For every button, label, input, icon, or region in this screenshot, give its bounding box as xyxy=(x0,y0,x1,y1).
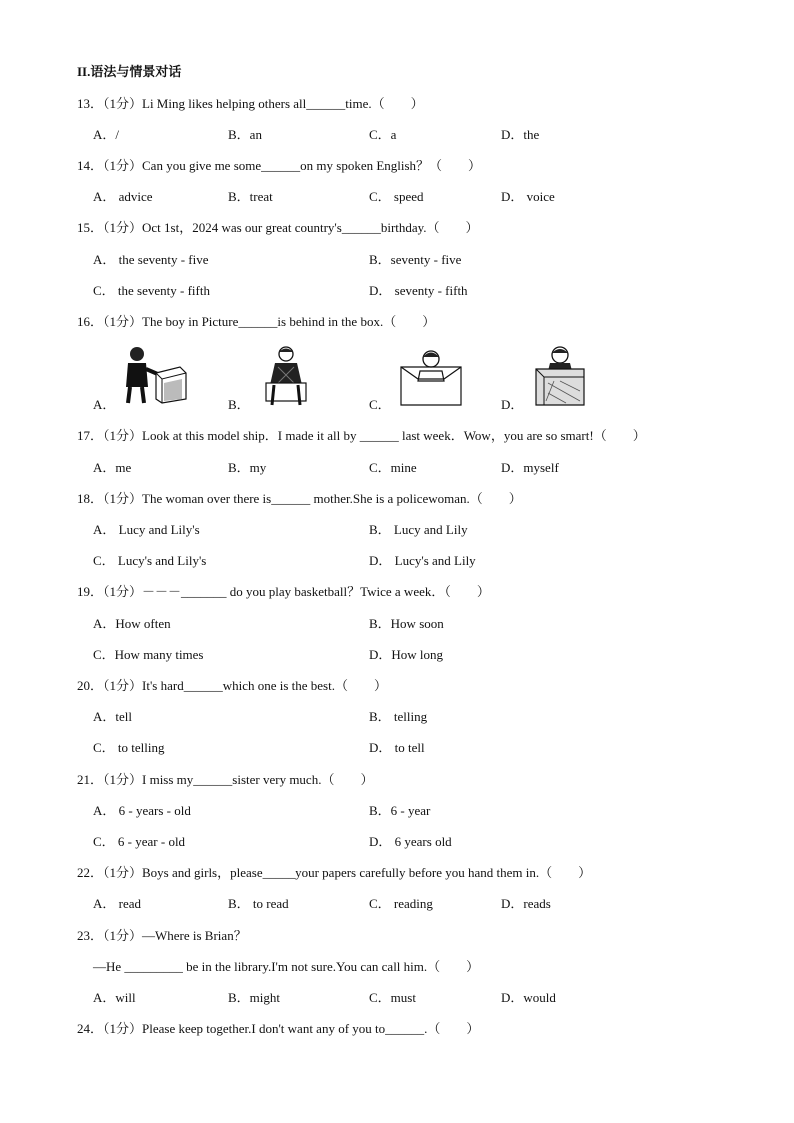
q18-option-b[interactable]: B． Lucy and Lily xyxy=(369,522,468,537)
q14-option-b[interactable]: B．treat xyxy=(228,189,273,204)
q13-option-d[interactable]: D．the xyxy=(501,127,540,142)
question-23-stem: 23．（1分）—Where is Brian？ xyxy=(77,928,247,943)
q21-option-a[interactable]: A． 6 - years - old xyxy=(93,803,191,818)
q14-option-a[interactable]: A． advice xyxy=(93,189,153,204)
q22-option-b[interactable]: B． to read xyxy=(228,896,289,911)
q16-option-a[interactable]: A． xyxy=(93,397,116,412)
picture-c-boy-in-box xyxy=(398,345,464,407)
q16-option-d[interactable]: D． xyxy=(501,397,524,412)
q13-option-b[interactable]: B．an xyxy=(228,127,262,142)
question-24-stem: 24．（1分）Please keep together.I don't want any of you to______.（ ） xyxy=(77,1021,480,1036)
question-22-stem: 22．（1分）Boys and girls，please_____your papers carefully before you hand them in.（ ） xyxy=(77,865,592,880)
section-title: II.语法与情景对话 xyxy=(77,64,182,79)
q18-option-d[interactable]: D． Lucy's and Lily xyxy=(369,553,476,568)
q17-option-d[interactable]: D．myself xyxy=(501,460,559,475)
q19-option-b[interactable]: B．How soon xyxy=(369,616,444,631)
q21-option-b[interactable]: B．6 - year xyxy=(369,803,431,818)
q15-option-a[interactable]: A． the seventy - five xyxy=(93,252,209,267)
q22-option-d[interactable]: D．reads xyxy=(501,896,551,911)
q19-option-a[interactable]: A．How often xyxy=(93,616,171,631)
q18-option-a[interactable]: A． Lucy and Lily's xyxy=(93,522,200,537)
q17-option-a[interactable]: A．me xyxy=(93,460,132,475)
question-16-stem: 16．（1分）The boy in Picture______is behind in the box.（ ） xyxy=(77,314,436,329)
question-17-stem: 17．（1分）Look at this model ship．I made it all by ______ last week．Wow，you are so smart!（ ） xyxy=(77,428,646,443)
question-18-stem: 18．（1分）The woman over there is______ mother.She is a policewoman.（ ） xyxy=(77,491,522,506)
question-19-stem: 19．（1分）－－－_______ do you play basketball？Twice a week．（ ） xyxy=(77,584,490,599)
q13-option-a[interactable]: A．/ xyxy=(93,127,120,142)
q15-option-d[interactable]: D． seventy - fifth xyxy=(369,283,468,298)
q17-option-b[interactable]: B．my xyxy=(228,460,267,475)
q21-option-c[interactable]: C． 6 - year - old xyxy=(93,834,186,849)
q19-option-c[interactable]: C．How many times xyxy=(93,647,204,662)
picture-a-boy-beside-box xyxy=(120,345,190,407)
q23-option-a[interactable]: A．will xyxy=(93,990,136,1005)
q19-option-d[interactable]: D．How long xyxy=(369,647,444,662)
picture-d-boy-behind-box xyxy=(530,345,590,407)
q20-option-c[interactable]: C． to telling xyxy=(93,740,165,755)
q23-option-c[interactable]: C．must xyxy=(369,990,416,1005)
q13-option-c[interactable]: C．a xyxy=(369,127,397,142)
q23-option-b[interactable]: B．might xyxy=(228,990,281,1005)
question-20-stem: 20．（1分）It's hard______which one is the best.（ ） xyxy=(77,678,387,693)
picture-b-boy-on-box xyxy=(258,345,314,407)
q16-option-b[interactable]: B． xyxy=(228,397,250,412)
q20-option-d[interactable]: D． to tell xyxy=(369,740,425,755)
question-23-stem-reply: —He _________ be in the library.I'm not sure.You can call him.（ ） xyxy=(93,959,480,974)
q22-option-a[interactable]: A． read xyxy=(93,896,142,911)
question-14-stem: 14．（1分）Can you give me some______on my spoken English？（ ） xyxy=(77,158,482,173)
q21-option-d[interactable]: D． 6 years old xyxy=(369,834,452,849)
q20-option-a[interactable]: A．tell xyxy=(93,709,132,724)
q15-option-b[interactable]: B．seventy - five xyxy=(369,252,462,267)
question-13-stem: 13．（1分）Li Ming likes helping others all______time.（ ） xyxy=(77,96,424,111)
q23-option-d[interactable]: D．would xyxy=(501,990,556,1005)
q20-option-b[interactable]: B． telling xyxy=(369,709,428,724)
question-21-stem: 21．（1分）I miss my______sister very much.（ ） xyxy=(77,772,374,787)
q14-option-c[interactable]: C． speed xyxy=(369,189,424,204)
q18-option-c[interactable]: C． Lucy's and Lily's xyxy=(93,553,207,568)
q14-option-d[interactable]: D． voice xyxy=(501,189,555,204)
question-15-stem: 15．（1分）Oct 1st，2024 was our great country's______birthday.（ ） xyxy=(77,220,479,235)
q16-option-c[interactable]: C． xyxy=(369,397,391,412)
q15-option-c[interactable]: C． the seventy - fifth xyxy=(93,283,210,298)
q17-option-c[interactable]: C．mine xyxy=(369,460,417,475)
q22-option-c[interactable]: C． reading xyxy=(369,896,433,911)
